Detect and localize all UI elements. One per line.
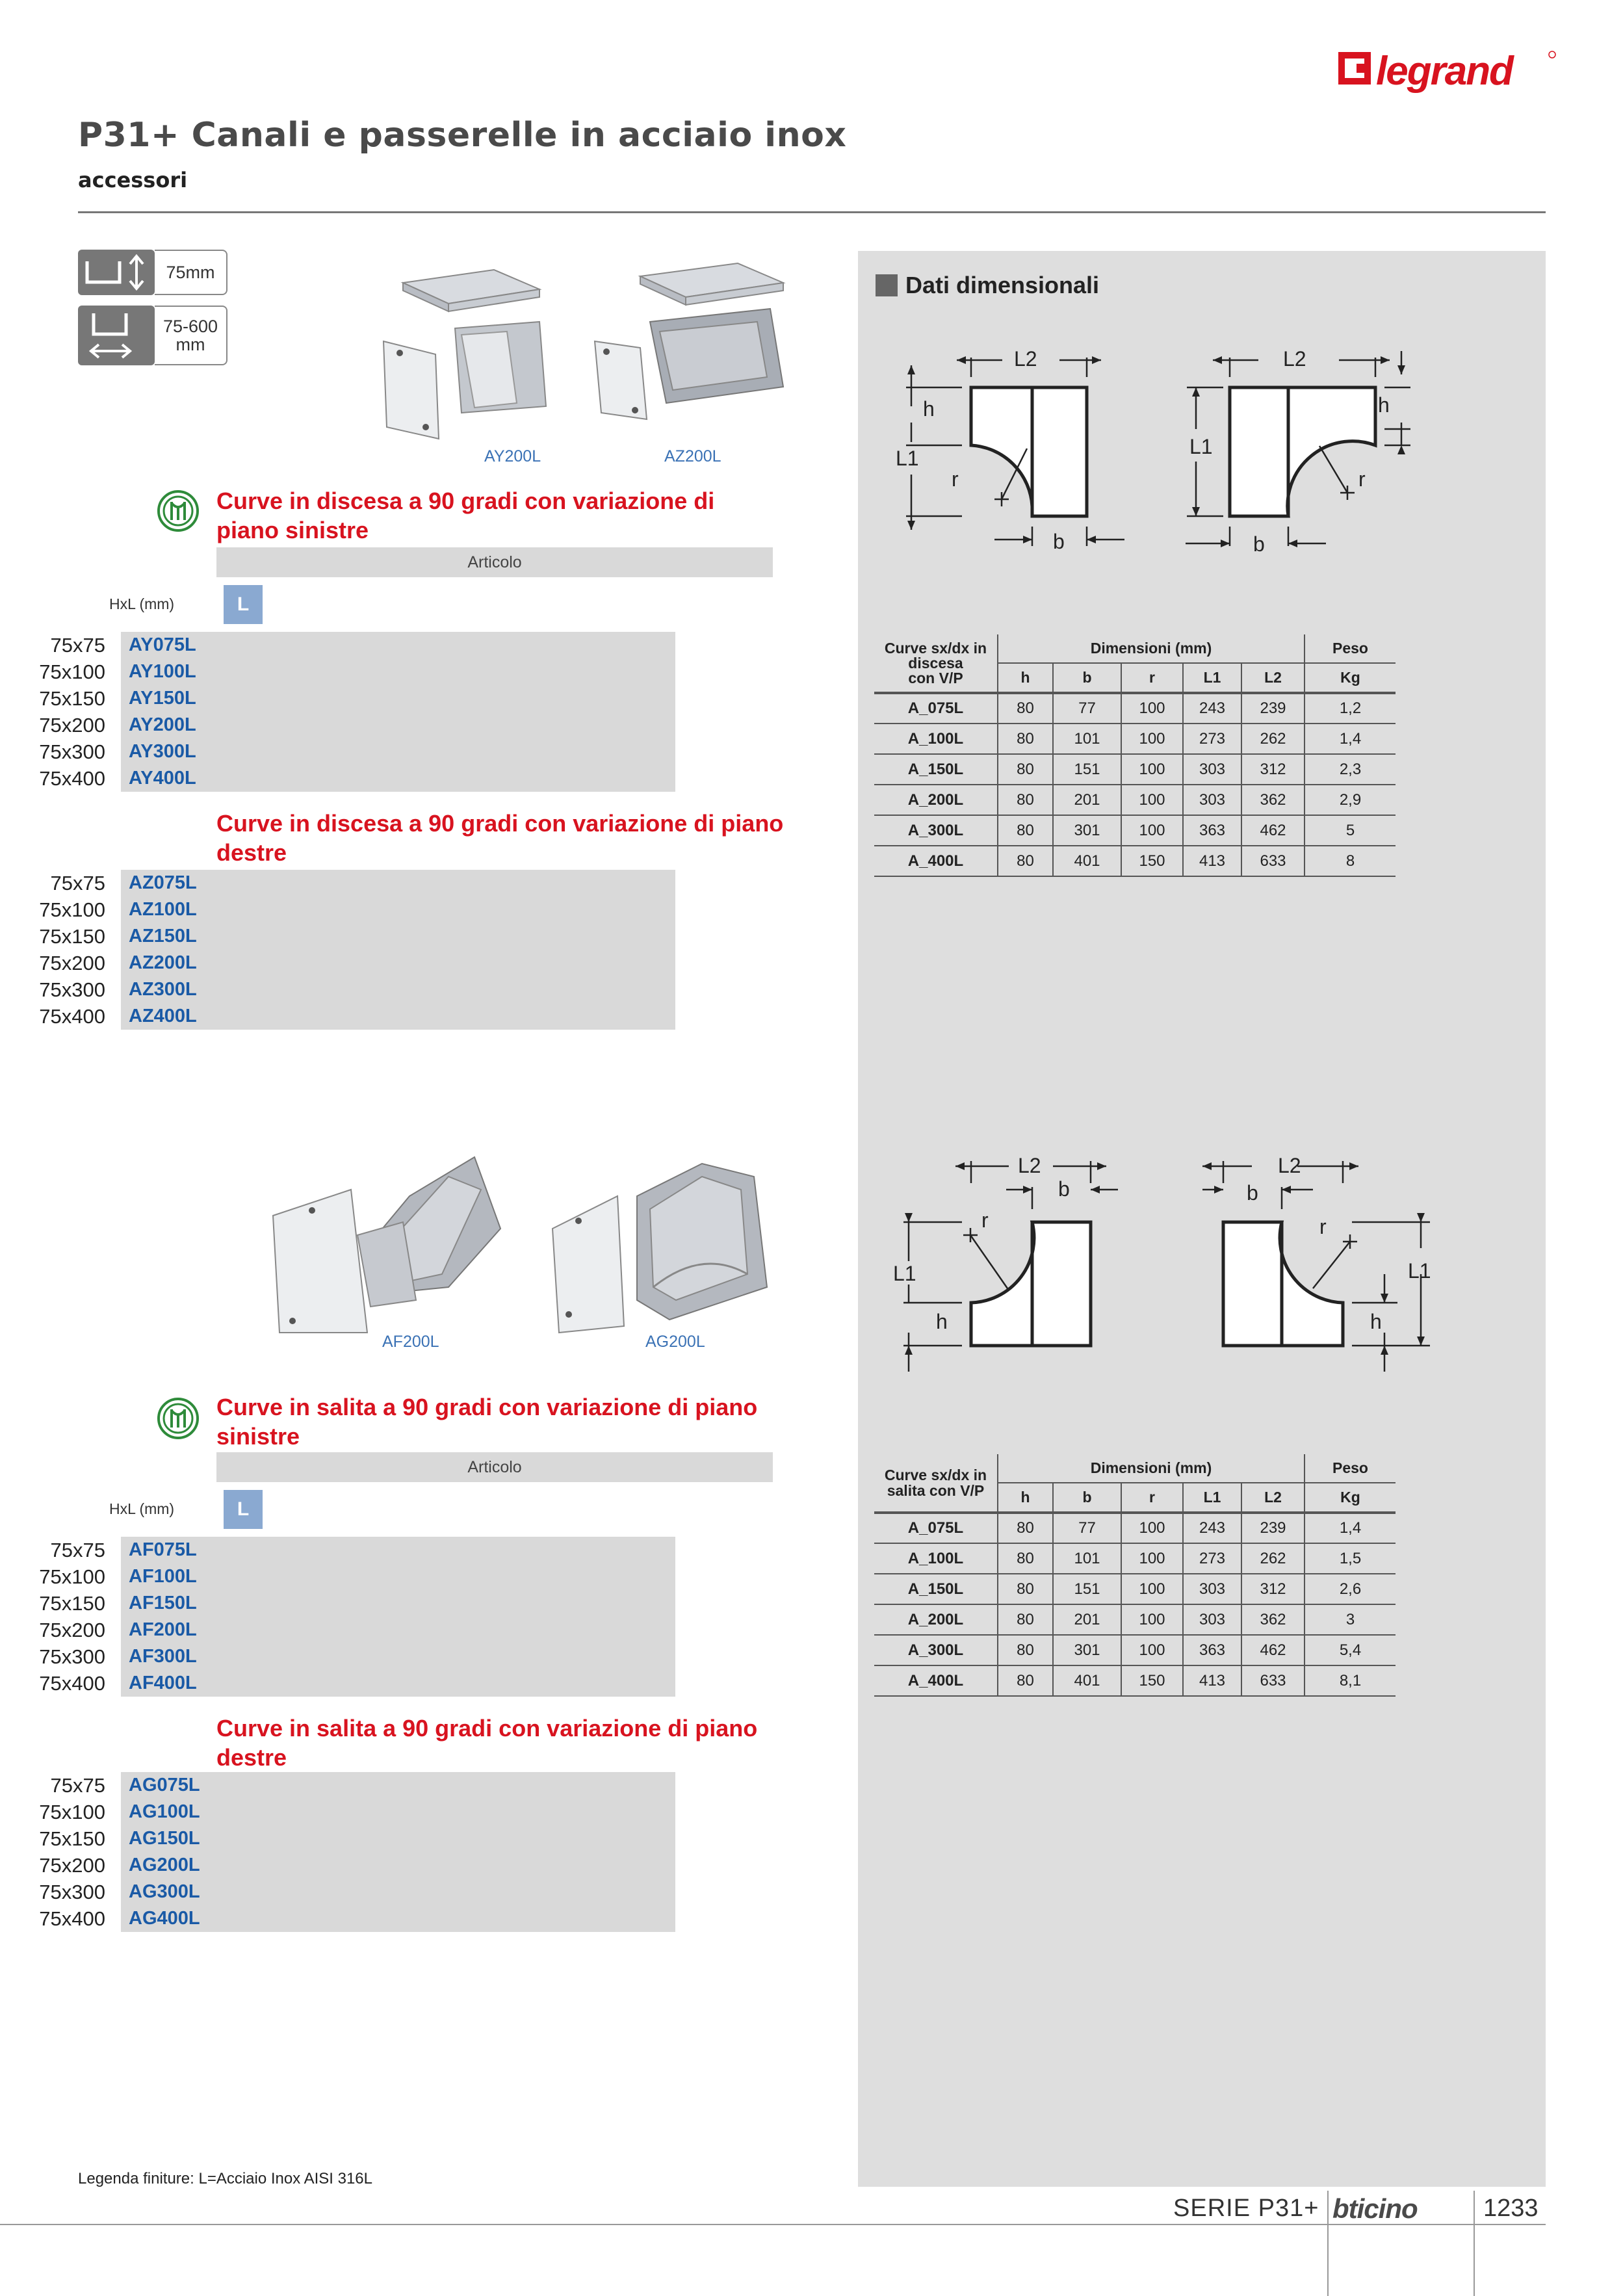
- label-l1-2: L1: [1189, 435, 1213, 458]
- value-cell: 77: [1053, 693, 1121, 724]
- article-code[interactable]: AG400L: [121, 1905, 675, 1932]
- type-code-cell: A_300L: [874, 815, 998, 846]
- table-row: [0, 738, 675, 765]
- page-number: 1233: [1483, 2195, 1539, 2222]
- table-row: [0, 950, 675, 976]
- size-cell: 75x200: [39, 713, 105, 737]
- table-row: [874, 1604, 1396, 1635]
- label-h-2: h: [1378, 393, 1390, 417]
- value-cell: 303: [1183, 1604, 1241, 1635]
- value-cell: 80: [998, 693, 1053, 724]
- size-cell: 75x400: [39, 1671, 105, 1695]
- value-cell: 1,5: [1339, 1549, 1362, 1567]
- value-cell: 80: [998, 1665, 1053, 1696]
- value-cell: 2,6: [1339, 1580, 1362, 1598]
- section3-title-line1: Curve in salita a 90 gradi con variazione di piano: [216, 1394, 758, 1420]
- table-row: [874, 693, 1396, 724]
- value-cell: 100: [1121, 1574, 1183, 1604]
- legrand-logo: [1336, 47, 1557, 105]
- value-cell: 80: [998, 1543, 1053, 1574]
- article-code[interactable]: AY400L: [121, 765, 675, 792]
- legrand-logo-text: legrand: [1376, 49, 1513, 94]
- series-label: SERIE P31+: [1173, 2195, 1319, 2222]
- table-row: [874, 1513, 1396, 1543]
- bticino-logo: bticino: [1332, 2193, 1418, 2224]
- page-title: P31+ Canali e passerelle in acciaio inox: [78, 116, 847, 155]
- value-cell: 262: [1241, 1543, 1305, 1574]
- table-row: [0, 659, 675, 685]
- col-kg-2: Kg: [1340, 1489, 1360, 1506]
- value-cell: 312: [1241, 754, 1305, 785]
- table-row: [0, 1563, 675, 1590]
- size-cell: 75x75: [50, 871, 105, 894]
- article-code[interactable]: AG300L: [121, 1879, 675, 1905]
- label-b-2: b: [1253, 532, 1265, 556]
- col-type-header-line3: con V/P: [908, 669, 963, 686]
- peso-header: Peso: [1305, 634, 1396, 663]
- value-cell: 100: [1121, 754, 1183, 785]
- value-cell: 151: [1053, 754, 1121, 785]
- square-bullet-icon: [876, 274, 898, 296]
- value-cell: 243: [1183, 693, 1241, 724]
- type-code-cell: A_100L: [874, 1543, 998, 1574]
- article-code[interactable]: AZ300L: [121, 976, 675, 1003]
- article-header-3: Articolo: [216, 1452, 773, 1482]
- hxl-label-3: HxL (mm): [109, 1500, 175, 1517]
- table-row: [0, 1799, 675, 1825]
- label-b-1: b: [1053, 530, 1065, 553]
- size-cell: 75x200: [39, 1618, 105, 1641]
- value-cell: 303: [1183, 1574, 1241, 1604]
- value-cell: 5,4: [1339, 1641, 1362, 1659]
- table-row: [0, 1852, 675, 1879]
- type-code-cell: A_200L: [874, 785, 998, 815]
- section4-title-line1: Curve in salita a 90 gradi con variazione di piano: [216, 1715, 758, 1742]
- col-l1-2: L1: [1183, 1483, 1241, 1513]
- hxl-label-1: HxL (mm): [109, 595, 175, 612]
- certification-icon: [156, 489, 200, 533]
- table-row: [0, 1537, 675, 1563]
- label-l1-4: L1: [1408, 1259, 1431, 1283]
- table-row: [874, 1574, 1396, 1604]
- value-cell: 100: [1121, 1543, 1183, 1574]
- value-cell: 80: [998, 754, 1053, 785]
- article-code[interactable]: AF200L: [121, 1617, 675, 1643]
- col-type-header-2-line2: salita con V/P: [887, 1482, 985, 1499]
- value-cell: 462: [1241, 1635, 1305, 1665]
- article-code[interactable]: AG150L: [121, 1825, 675, 1852]
- value-cell: 100: [1121, 815, 1183, 846]
- product-photo-af200l: [253, 1138, 526, 1352]
- col-kg: Kg: [1340, 669, 1360, 686]
- col-type-header-line1: Curve sx/dx in: [884, 639, 987, 657]
- size-cell: 75x400: [39, 1907, 105, 1930]
- table-row: [0, 1003, 675, 1030]
- dimensional-data-title: [876, 272, 1099, 299]
- article-header-1: Articolo: [216, 547, 773, 577]
- value-cell: 2,9: [1339, 790, 1362, 809]
- type-code-cell: A_400L: [874, 846, 998, 876]
- height-icon: [78, 250, 155, 295]
- value-cell: 401: [1053, 846, 1121, 876]
- col-l2: L2: [1241, 663, 1305, 693]
- section2-title-line1: Curve in discesa a 90 gradi con variazione di piano: [216, 810, 784, 837]
- section2-rows: [0, 870, 675, 1030]
- product-photo-ay200l: [364, 257, 559, 452]
- article-code[interactable]: AZ150L: [121, 923, 675, 950]
- value-cell: 273: [1183, 1543, 1241, 1574]
- size-cell: 75x75: [50, 633, 105, 657]
- table-row: [874, 1635, 1396, 1665]
- value-cell: 80: [998, 1635, 1053, 1665]
- size-cell: 75x300: [39, 1645, 105, 1668]
- col-b: b: [1053, 663, 1121, 693]
- header-divider: [78, 211, 1546, 213]
- label-r-4: r: [1319, 1215, 1327, 1238]
- article-code[interactable]: AY075L: [121, 632, 675, 659]
- product-photo-ag200l: [539, 1144, 786, 1352]
- article-code[interactable]: AY300L: [121, 738, 675, 765]
- finish-legend: Legenda finiture: L=Acciaio Inox AISI 316L: [78, 2170, 372, 2187]
- value-cell: 1,4: [1339, 1519, 1362, 1537]
- value-cell: 80: [998, 724, 1053, 754]
- col-type-header-2-line1: Curve sx/dx in: [884, 1466, 987, 1483]
- size-cell: 75x75: [50, 1773, 105, 1797]
- type-code-cell: A_200L: [874, 1604, 998, 1635]
- size-cell: 75x100: [39, 898, 105, 921]
- label-l2-2: L2: [1283, 347, 1306, 371]
- diagram-salita: [864, 1144, 1521, 1391]
- table-row: [0, 1879, 675, 1905]
- size-cell: 75x300: [39, 1880, 105, 1903]
- value-cell: 413: [1183, 1665, 1241, 1696]
- value-cell: 262: [1241, 724, 1305, 754]
- col-r: r: [1121, 663, 1183, 693]
- table-row: [874, 846, 1396, 876]
- type-code-cell: A_075L: [874, 1513, 998, 1543]
- col-h-2: h: [998, 1483, 1053, 1513]
- table-row: [0, 632, 675, 659]
- label-h-3: h: [936, 1310, 948, 1333]
- value-cell: 201: [1053, 1604, 1121, 1635]
- size-cell: 75x300: [39, 740, 105, 763]
- section4-title: [216, 1714, 757, 1772]
- value-cell: 151: [1053, 1574, 1121, 1604]
- page-subtitle: accessori: [78, 168, 188, 192]
- article-code[interactable]: AY100L: [121, 659, 675, 685]
- section3-rows: [0, 1537, 675, 1697]
- value-cell: 80: [998, 785, 1053, 815]
- section3-title-line2: sinistre: [216, 1423, 300, 1450]
- section1-title-line1: Curve in discesa a 90 gradi con variazione di: [216, 488, 715, 514]
- article-code[interactable]: AZ100L: [121, 896, 675, 923]
- value-cell: 80: [998, 1513, 1053, 1543]
- article-code[interactable]: AY200L: [121, 712, 675, 738]
- label-l2-1: L2: [1014, 347, 1037, 371]
- value-cell: 239: [1241, 693, 1305, 724]
- size-cell: 75x200: [39, 951, 105, 974]
- value-cell: 80: [998, 1574, 1053, 1604]
- type-code-cell: A_400L: [874, 1665, 998, 1696]
- type-code-cell: A_150L: [874, 754, 998, 785]
- col-b-2: b: [1053, 1483, 1121, 1513]
- size-cell: 75x150: [39, 1591, 105, 1615]
- table-row: [0, 1643, 675, 1670]
- label-r-1: r: [952, 467, 959, 491]
- article-code[interactable]: AY150L: [121, 685, 675, 712]
- value-cell: 100: [1121, 693, 1183, 724]
- article-code[interactable]: AF400L: [121, 1670, 675, 1697]
- height-label: 75mm: [155, 250, 227, 295]
- dimensions-group-header-2: Dimensioni (mm): [998, 1454, 1305, 1483]
- table-row: [0, 896, 675, 923]
- label-h-1: h: [923, 397, 935, 421]
- table-row: [0, 1905, 675, 1932]
- col-l1: L1: [1183, 663, 1241, 693]
- article-code[interactable]: AG100L: [121, 1799, 675, 1825]
- value-cell: 100: [1121, 1604, 1183, 1635]
- value-cell: 363: [1183, 1635, 1241, 1665]
- value-cell: 100: [1121, 724, 1183, 754]
- value-cell: 362: [1241, 785, 1305, 815]
- caption-ay200l: AY200L: [484, 447, 541, 465]
- width-label-line1: 75-600: [162, 316, 218, 336]
- size-cell: 75x150: [39, 924, 105, 948]
- dimension-table-salita: [874, 1454, 1396, 1697]
- label-l2-4: L2: [1278, 1154, 1301, 1177]
- table-row: [874, 785, 1396, 815]
- value-cell: 80: [998, 815, 1053, 846]
- dimensions-group-header: Dimensioni (mm): [998, 634, 1305, 663]
- article-code[interactable]: AF150L: [121, 1590, 675, 1617]
- table-row: [0, 1825, 675, 1852]
- table-row: [0, 1590, 675, 1617]
- size-cell: 75x400: [39, 766, 105, 790]
- value-cell: 77: [1053, 1513, 1121, 1543]
- value-cell: 201: [1053, 785, 1121, 815]
- footer-divider: [0, 2224, 1546, 2225]
- value-cell: 8: [1345, 852, 1355, 870]
- label-h-4: h: [1370, 1310, 1382, 1333]
- table-row: [874, 724, 1396, 754]
- caption-az200l: AZ200L: [664, 447, 721, 465]
- width-icon: [78, 306, 155, 365]
- col-h: h: [998, 663, 1053, 693]
- size-cell: 75x400: [39, 1004, 105, 1028]
- value-cell: 8,1: [1339, 1671, 1362, 1689]
- value-cell: 100: [1121, 785, 1183, 815]
- type-code-cell: A_100L: [874, 724, 998, 754]
- width-label-line2: mm: [175, 335, 205, 354]
- value-cell: 239: [1241, 1513, 1305, 1543]
- label-b-4: b: [1247, 1181, 1258, 1205]
- table-row: [0, 712, 675, 738]
- table-row: [874, 815, 1396, 846]
- footer-vline-2: [1474, 2191, 1475, 2296]
- value-cell: 401: [1053, 1665, 1121, 1696]
- section2-title: [216, 809, 783, 867]
- col-type-header: [874, 634, 998, 693]
- size-cell: 75x100: [39, 1565, 105, 1588]
- table-row: [0, 1670, 675, 1697]
- value-cell: 301: [1053, 1635, 1121, 1665]
- value-cell: 633: [1241, 846, 1305, 876]
- value-cell: 243: [1183, 1513, 1241, 1543]
- article-code[interactable]: AZ200L: [121, 950, 675, 976]
- label-r-2: r: [1358, 467, 1366, 491]
- size-cell: 75x300: [39, 978, 105, 1001]
- value-cell: 80: [998, 1604, 1053, 1635]
- value-cell: 5: [1345, 821, 1355, 839]
- col-r-2: r: [1121, 1483, 1183, 1513]
- footer-vline-1: [1327, 2191, 1329, 2296]
- value-cell: 1,2: [1339, 699, 1362, 717]
- table-row: [0, 685, 675, 712]
- value-cell: 150: [1121, 1665, 1183, 1696]
- type-code-cell: A_300L: [874, 1635, 998, 1665]
- width-label: [155, 306, 227, 365]
- table-row: [0, 765, 675, 792]
- article-code[interactable]: AG200L: [121, 1852, 675, 1879]
- value-cell: 462: [1241, 815, 1305, 846]
- table-row: [0, 976, 675, 1003]
- caption-af200l: AF200L: [382, 1333, 439, 1351]
- section4-rows: [0, 1772, 675, 1932]
- section4-title-line2: destre: [216, 1744, 287, 1771]
- col-type-header-2: [874, 1454, 998, 1513]
- value-cell: 2,3: [1339, 760, 1362, 778]
- value-cell: 413: [1183, 846, 1241, 876]
- section3-title: [216, 1392, 757, 1451]
- section2-title-line2: destre: [216, 839, 287, 866]
- value-cell: 633: [1241, 1665, 1305, 1696]
- size-cell: 75x75: [50, 1538, 105, 1561]
- article-code[interactable]: AF300L: [121, 1643, 675, 1670]
- value-cell: 303: [1183, 785, 1241, 815]
- finish-badge-3: L: [224, 1490, 263, 1529]
- diagram-discesa: [864, 332, 1521, 566]
- peso-header-2: Peso: [1305, 1454, 1396, 1483]
- value-cell: 312: [1241, 1574, 1305, 1604]
- value-cell: 273: [1183, 724, 1241, 754]
- article-code[interactable]: AZ075L: [121, 870, 675, 896]
- size-cell: 75x100: [39, 1800, 105, 1823]
- type-code-cell: A_150L: [874, 1574, 998, 1604]
- table-row: [874, 1665, 1396, 1696]
- value-cell: 100: [1121, 1635, 1183, 1665]
- value-cell: 100: [1121, 1513, 1183, 1543]
- table-row: [0, 923, 675, 950]
- label-l1-3: L1: [893, 1262, 916, 1285]
- value-cell: 1,4: [1339, 729, 1362, 748]
- size-cell: 75x100: [39, 660, 105, 683]
- label-r-3: r: [981, 1208, 989, 1232]
- value-cell: 303: [1183, 754, 1241, 785]
- section1-title: [216, 486, 714, 545]
- table-row: [0, 870, 675, 896]
- article-code[interactable]: AZ400L: [121, 1003, 675, 1030]
- value-cell: 150: [1121, 846, 1183, 876]
- label-b-3: b: [1058, 1177, 1070, 1201]
- table-row: [0, 1772, 675, 1799]
- finish-badge-1: L: [224, 585, 263, 624]
- section1-title-line2: piano sinistre: [216, 517, 369, 543]
- value-cell: 3: [1345, 1610, 1355, 1628]
- label-l2-3: L2: [1018, 1154, 1041, 1177]
- table-row: [874, 754, 1396, 785]
- dimensional-data-title-text: Dati dimensionali: [905, 272, 1100, 298]
- value-cell: 301: [1053, 815, 1121, 846]
- value-cell: 363: [1183, 815, 1241, 846]
- table-row: [0, 1617, 675, 1643]
- type-code-cell: A_075L: [874, 693, 998, 724]
- table-row: [874, 1543, 1396, 1574]
- article-code[interactable]: AF100L: [121, 1563, 675, 1590]
- col-type-header-line2: discesa: [908, 654, 963, 672]
- caption-ag200l: AG200L: [645, 1333, 705, 1351]
- col-l2-2: L2: [1241, 1483, 1305, 1513]
- article-code[interactable]: AF075L: [121, 1537, 675, 1563]
- value-cell: 101: [1053, 724, 1121, 754]
- size-cell: 75x150: [39, 686, 105, 710]
- value-cell: 101: [1053, 1543, 1121, 1574]
- value-cell: 80: [998, 846, 1053, 876]
- size-cell: 75x200: [39, 1853, 105, 1877]
- product-photo-az200l: [588, 257, 796, 452]
- article-code[interactable]: AG075L: [121, 1772, 675, 1799]
- certification-icon: [156, 1396, 200, 1441]
- label-l1-1: L1: [896, 447, 919, 470]
- dimension-table-discesa: [874, 634, 1396, 877]
- section1-rows: [0, 632, 675, 792]
- value-cell: 362: [1241, 1604, 1305, 1635]
- size-cell: 75x150: [39, 1827, 105, 1850]
